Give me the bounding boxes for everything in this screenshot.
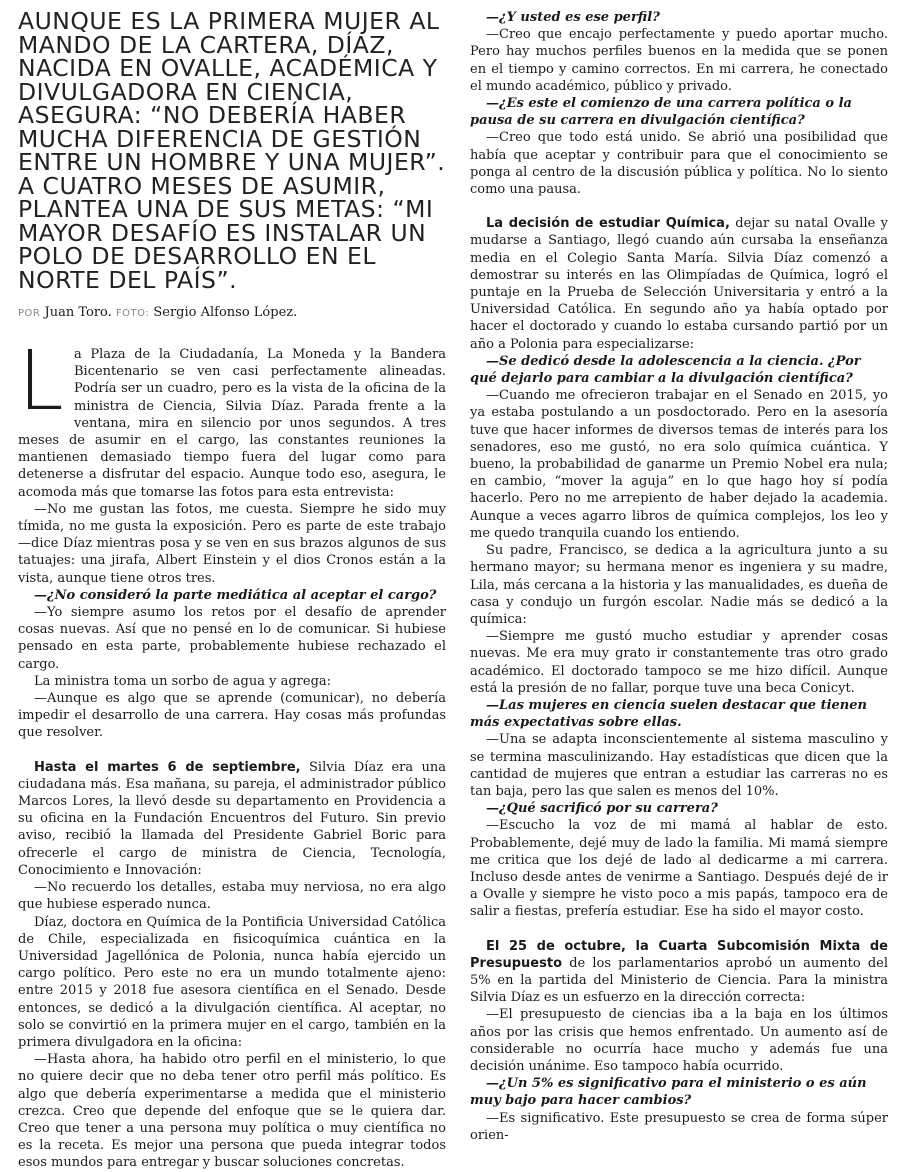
paragraph: —Una se adapta inconscientemente al sistema masculino y se termina masculinizando. Hay estadísticas que dicen que la cantidad de mujeres que entran a estudiar las carreras no es tan baja, pero las que salen es menos del 10%.	[470, 732, 888, 799]
byline-foto-label: FOTO:	[115, 308, 150, 319]
section-lead-in: Hasta el martes 6 de septiembre,	[34, 759, 301, 775]
drop-cap: L	[18, 334, 64, 429]
section-lead-in: El 25 de octubre, la Cuarta Subcomisión Mixta de Presupuesto	[470, 938, 888, 971]
paragraph: —Aunque es algo que se aprende (comunicar), no debería impedir el desarrollo de una carrera. Hay cosas más profundas que resolver.	[18, 691, 446, 741]
paragraph: —Creo que encajo perfectamente y puedo aportar mucho. Pero hay muchos perfiles buenos en la medida que se ponen en el tiempo y camino correctos. En mi carrera, he conectado el mundo académico, público y privado.	[470, 27, 888, 94]
interview-question: —¿No consideró la parte mediática al aceptar el cargo?	[34, 587, 437, 603]
right-column-body	[470, 9, 888, 1144]
interview-question: —¿Qué sacrificó por su carrera?	[486, 801, 718, 817]
paragraph-text: a Plaza de la Ciudadanía, La Moneda y la Bandera Bicentenario se ven casi perfectamente alineadas. Podría ser un cuadro, pero es la vista de la oficina de la ministra de Ciencia, Silvia Díaz. Parada frente a la ventana, mira en silencio por unos segundos. A tres meses de asumir en el cargo, las constantes reuniones la mantienen demasiado tiempo fuera del lugar como para detenerse a disfrutar del espacio. Aunque todo eso, asegura, le acomoda más que tomarse las fotos para esta entrevista:	[18, 347, 446, 500]
section-gap	[470, 921, 888, 938]
byline-photographer: Sergio Alfonso López.	[153, 305, 298, 320]
byline	[18, 305, 446, 322]
section-gap	[470, 198, 888, 215]
interview-question: —¿Y usted es ese perfil?	[486, 10, 660, 25]
interview-question: —¿Un 5% es significativo para el ministerio o es aún muy bajo para hacer cambios?	[470, 1076, 867, 1109]
paragraph: —El presupuesto de ciencias iba a la baja en los últimos años por las crisis que hemos enfrentado. Un aumento así de considerable no ocurría hace mucho y además fue una decisión unánime. Eso tampoco había ocurrido.	[470, 1007, 888, 1074]
paragraph: —Escucho la voz de mi mamá al hablar de esto. Probablemente, dejé muy de lado la familia. Mi mamá siempre me critica que los dejé de lado al dedicarme a mi carrera. Incluso desde antes de venirme a Santiago. Después dejé de ir a Ovalle y siempre he visto poco a mis papás, tampoco era de salir a fiestas, prefería estudiar. Ese ha sido el mayor costo.	[470, 818, 888, 920]
paragraph: Díaz, doctora en Química de la Pontificia Universidad Católica de Chile, especializada en fisicoquímica cuántica en la Universidad Jagellónica de Polonia, nunca había ejercido un cargo político. Pero este no era un mundo totalmente ajeno: entre 2015 y 2018 fue asesora científica en el Senado. Desde entonces, se dedicó a la divulgación científica. Al aceptar, no solo se convirtió en la primera mujer en el cargo, también en la primera divulgadora en la oficina:	[18, 914, 446, 1050]
paragraph: —Es significativo. Este presupuesto se crea de forma súper orien-	[470, 1110, 888, 1143]
section-lead-in: La decisión de estudiar Química,	[486, 216, 730, 232]
byline-por-label: POR	[18, 308, 41, 319]
paragraph: Su padre, Francisco, se dedica a la agricultura junto a su hermano mayor; su hermana menor es ingeniera y su madre, Lila, más cercana a la historia y las manualidades, es dueña de casa y condujo un furgón escolar. Nadie más se dedicó a la química:	[470, 543, 888, 627]
article-headline: AUNQUE ES LA PRIMERA MUJER AL MANDO DE LA CARTERA, DÍAZ, NACIDA EN OVALLE, ACADÉMICA Y DIVULGADORA EN CIENCIA, ASEGURA: “NO DEBERÍA HABER MUCHA DIFERENCIA DE GESTIÓN ENTRE UN HOMBRE Y UNA MUJER”. A CUATRO MESES DE ASUMIR, PLANTEA UNA DE SUS METAS: “MI MAYOR DESAFÍO ES INSTALAR UN POLO DE DESARROLLO EN EL NORTE DEL PAÍS”.	[18, 7, 446, 294]
paragraph: La ministra toma un sorbo de agua y agrega:	[34, 673, 332, 689]
paragraph-text: de los parlamentarios aprobó un aumento del 5% en la partida del Ministerio de Ciencia. Para la ministra Silvia Díaz es un esfuerzo en la dirección correcta:	[470, 955, 888, 1006]
left-column	[18, 0, 446, 1172]
section-gap	[18, 742, 446, 759]
paragraph-text: Silvia Díaz era una ciudadana más. Esa mañana, su pareja, el administrador público Marcos Lores, la llevó desde su departamento en Providencia a su oficina en la Fundación Encuentros del Futuro. Sin previo aviso, recibió la llamada del Presidente Gabriel Boric para ofrecerle el cargo de ministra de Ciencia, Tecnología, Conocimiento e Innovación:	[18, 759, 446, 878]
section-lead-paragraph	[18, 759, 446, 879]
section-lead-paragraph	[470, 215, 888, 353]
right-column	[470, 0, 888, 1144]
paragraph-text: dejar su natal Ovalle y mudarse a Santiago, llegó cuando aún cursaba la enseñanza media en el Colegio Santa María. Silvia Díaz comenzó a demostrar su interés en las Olimpíadas de Química, logró el puntaje en la Prueba de Selección Universitaria y entró a la Universidad Católica. En segundo año ya había optado por hacer el doctorado y cuando lo estaba cursando partió por un año a Polonia para especializarse:	[470, 216, 888, 352]
interview-question: —Se dedicó desde la adolescencia a la ciencia. ¿Por qué dejarlo para cambiar a la divulgación científica?	[470, 353, 861, 387]
paragraph: —Cuando me ofrecieron trabajar en el Senado en 2015, yo ya estaba postulando a un posdoctorado. Pero en la asesoría tuve que hacer informes de diversos temas de interés para los senadores, eso me gustó, no era solo química cuántica. Y bueno, la probabilidad de ganarme un Premio Nobel era nula; en cambio, “mover la aguja” en lo que hago hoy sí podía hacerlo. Pero no me arrepiento de haber dejado la academia. Aunque a veces agarro libros de química complejos, los leo y me quedo tranquila cuando los entiendo.	[470, 388, 888, 541]
paragraph: —Yo siempre asumo los retos por el desafío de aprender cosas nuevas. Así que no pensé en lo de comunicar. Si hubiese pensado en esta parte, probablemente hubiese rechazado el cargo.	[18, 605, 446, 672]
paragraph: —Hasta ahora, ha habido otro perfil en el ministerio, lo que no quiere decir que no deba tener otro perfil más político. Es algo que debería experimentarse a medida que el ministerio crezca. Creo que depende del enfoque que se le quiera dar. Creo que tener a una persona muy política o muy científica no es la receta. Es mejor una persona que pueda integrar todos esos mundos para entregar y buscar soluciones concretas.	[18, 1052, 446, 1171]
opening-paragraph	[18, 334, 446, 501]
paragraph: —Creo que todo está unido. Se abrió una posibilidad que había que aceptar y contribuir para que el conocimiento se ponga al centro de la discusión pública y política. No lo siento como una pausa.	[470, 130, 888, 198]
interview-question: —Las mujeres en ciencia suelen destacar que tienen más expectativas sobre ellas.	[470, 697, 867, 731]
interview-question: —¿Es este el comienzo de una carrera política o la pausa de su carrera en divulgación científica?	[470, 96, 852, 129]
section-lead-paragraph	[470, 938, 888, 1007]
paragraph: —No recuerdo los detalles, estaba muy nerviosa, no era algo que hubiese esperado nunca.	[18, 880, 446, 913]
paragraph: —No me gustan las fotos, me cuesta. Siempre he sido muy tímida, no me gusta la exposición. Pero es parte de este trabajo —dice Díaz mientras posa y se ven en sus brazos algunos de sus tatuajes: una jirafa, Albert Einstein y el dios Cronos están a la vista, aunque tiene otros tres.	[18, 501, 446, 586]
left-column-body	[18, 334, 446, 1172]
paragraph: —Siempre me gustó mucho estudiar y aprender cosas nuevas. Me era muy grato ir constantemente tras otro grado académico. El doctorado tampoco se me hizo difícil. Aunque está la presión de no fallar, porque tuve una beca Conicyt.	[470, 629, 888, 696]
byline-author: Juan Toro.	[44, 305, 112, 320]
